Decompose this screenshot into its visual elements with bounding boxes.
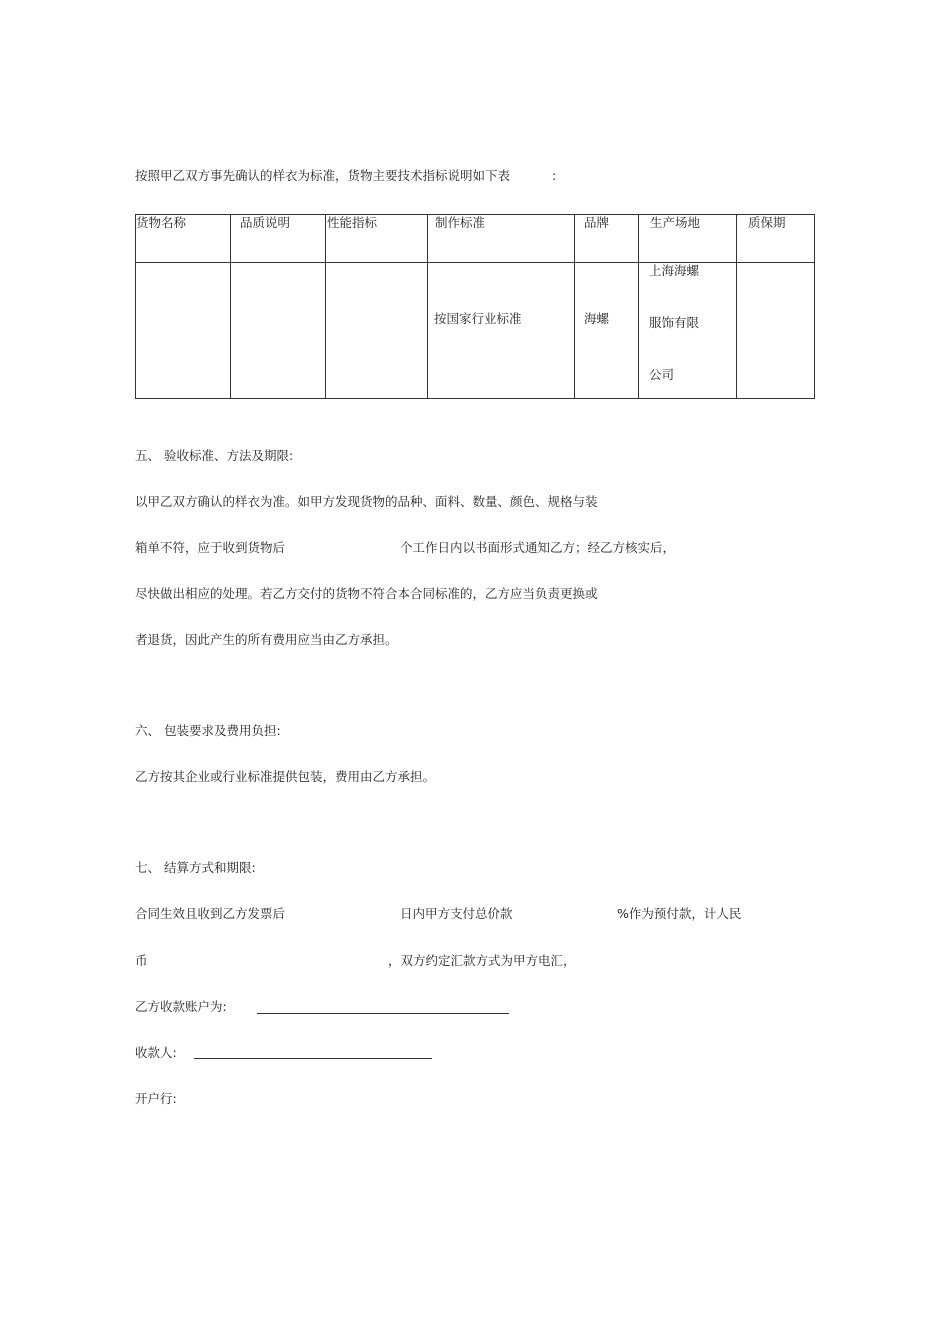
- intro-colon: :: [552, 168, 557, 183]
- cell-performance: [326, 263, 428, 399]
- origin-line: 服饰有限: [649, 315, 700, 330]
- currency-label: 币: [135, 953, 148, 968]
- payment-terms-a: 合同生效且收到乙方发票后: [135, 906, 286, 921]
- origin-line: 公司: [649, 367, 675, 382]
- bank-label: 开户行:: [135, 1091, 177, 1106]
- table-row: [136, 263, 815, 399]
- section5-line-2b: 个工作日内以书面形式通知乙方；经乙方核实后，: [400, 540, 676, 555]
- header-cell: 品质说明: [231, 215, 326, 263]
- payment-terms-c: %作为预付款，计人民: [617, 906, 742, 921]
- table-header-row: [136, 215, 815, 263]
- header-cell: 货物名称: [136, 215, 231, 263]
- section5-line-3: 尽快做出相应的处理。若乙方交付的货物不符合本合同标准的，乙方应当负责更换或: [135, 586, 598, 601]
- intro-text: 按照甲乙双方事先确认的样衣为标准，货物主要技术指标说明如下表: [135, 168, 511, 183]
- cell-name: [136, 263, 231, 399]
- section5-line-1: 以甲乙双方确认的样衣为准。如甲方发现货物的品种、面料、数量、颜色、规格与装: [135, 494, 598, 509]
- account-input-line[interactable]: [257, 1013, 509, 1014]
- standard-value: 按国家行业标准: [434, 311, 522, 326]
- header-cell: 性能指标: [326, 215, 428, 263]
- payee-label: 收款人:: [135, 1045, 177, 1060]
- cell-quality: [231, 263, 326, 399]
- cell-warranty: [737, 263, 815, 399]
- header-cell: 生产场地: [639, 215, 737, 263]
- origin-line: 上海海螺: [649, 263, 700, 278]
- header-cell: 质保期: [737, 215, 815, 263]
- payee-input-line[interactable]: [194, 1058, 432, 1059]
- payment-terms-b: 日内甲方支付总价款: [400, 906, 513, 921]
- section5-line-4: 者退货，因此产生的所有费用应当由乙方承担。: [135, 632, 398, 647]
- brand-value: 海螺: [584, 311, 610, 326]
- section6-line: 乙方按其企业或行业标准提供包装，费用由乙方承担。: [135, 769, 436, 784]
- section5-line-2a: 箱单不符，应于收到货物后: [135, 540, 286, 555]
- cell-standard: [428, 263, 575, 399]
- remittance-text: ，双方约定汇款方式为甲方电汇，: [388, 953, 576, 968]
- origin-value: [649, 263, 699, 419]
- account-label: 乙方收款账户为:: [135, 999, 227, 1014]
- section5-title: 五、 验收标准、方法及期限:: [135, 448, 294, 463]
- cell-origin: [639, 263, 737, 399]
- section7-title: 七、 结算方式和期限:: [135, 860, 256, 875]
- spec-table: [135, 214, 815, 399]
- header-cell: 品牌: [575, 215, 639, 263]
- section6-title: 六、 包装要求及费用负担:: [135, 723, 281, 738]
- header-cell: 制作标准: [428, 215, 575, 263]
- cell-brand: [575, 263, 639, 399]
